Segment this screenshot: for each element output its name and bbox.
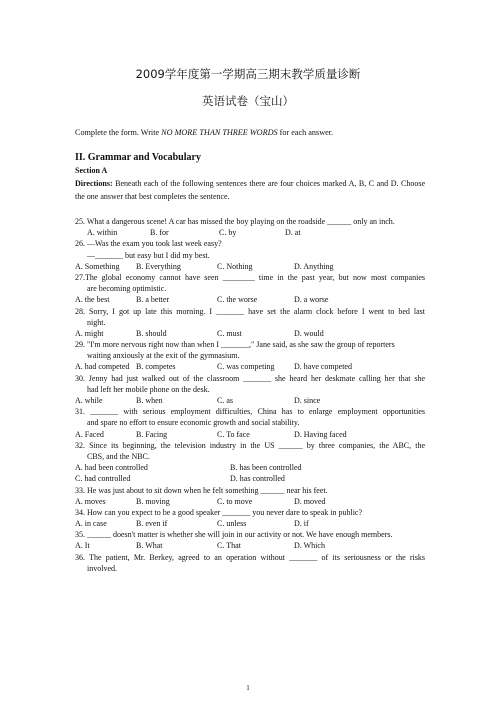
option-b: B. a better (136, 295, 170, 305)
question-options (75, 361, 425, 372)
option-a: A. might (75, 328, 104, 338)
question-stem-line: CBS, and the NBC. (87, 451, 150, 461)
question-options (75, 395, 425, 406)
page-number: 1 (246, 684, 250, 692)
option-b: B. has been controlled (230, 463, 302, 473)
option-c: C. the worse (217, 295, 258, 305)
option-b: B. should (136, 328, 167, 338)
question-options (75, 540, 425, 551)
question-stem-line: involved. (87, 563, 117, 573)
option-d: D. Anything (294, 261, 334, 271)
option-d: D. if (294, 519, 309, 529)
option-a: A. Something (75, 261, 120, 271)
option-c: C. must (217, 328, 242, 338)
option-c: C. To face (217, 429, 250, 439)
question-stem-line: had left her mobile phone on the desk. (87, 384, 210, 394)
question-stem: 32. Since its beginning, the television industry in the US ______ by three companies, the ABC, the (75, 440, 425, 450)
option-c: C. as (217, 396, 233, 405)
question-stem: 35. ______ doesn't matter is whether she will join in our activity or not. We have enough members. (75, 530, 393, 540)
question-options (75, 294, 425, 305)
question-stem: 34. How can you expect to be a good speaker _______ you never dare to speak in public? (75, 507, 363, 517)
option-a: A. moves (75, 496, 106, 506)
question-stem: 33. He was just about to sit down when he felt something ______ near his feet. (75, 485, 328, 495)
option-a: A. within (87, 228, 118, 238)
question-options (75, 473, 425, 484)
option-b: B. when (136, 396, 163, 405)
option-a: A. the best (75, 295, 110, 305)
option-b: B. moving (136, 496, 170, 506)
option-b: B. What (136, 541, 163, 551)
option-b: B. Everything (136, 261, 181, 271)
option-d: D. Having faced (294, 429, 347, 439)
question-stem: 27.The global economy cannot have seen ________ time in the past year, but now most companies (75, 272, 425, 282)
option-c: C. by (219, 228, 237, 238)
option-a: A. It (75, 541, 90, 551)
option-c: C. That (217, 541, 241, 551)
question-stem: 36. The patient, Mr. Berkey, agreed to an operation without _______ of its seriousness or the risks (75, 552, 425, 562)
question-stem: 31. _______ with serious employment difficulties, China has to enlarge employment opportunities (75, 407, 425, 417)
question-stem: 30. Jenny had just walked out of the classroom _______ she heard her deskmate calling her that she (75, 373, 425, 383)
question-stem-line: and spare no effort to ensure economic growth and social stability. (87, 418, 300, 428)
option-a: A. had competed (75, 362, 130, 372)
option-c: C. unless (217, 519, 247, 529)
question-options (75, 261, 425, 272)
question-options (75, 328, 425, 339)
question-options (75, 496, 425, 507)
option-d: D. at (285, 228, 301, 238)
option-c: C. to move (217, 496, 253, 506)
question-stem: 29. "I'm more nervous right now than when I _______," Jane said, as she saw the group of reporters (75, 340, 395, 350)
question-stem-line: —_______ but easy but I did my best. (87, 250, 210, 260)
question-stem: 26. —Was the exam you took last week easy? (75, 239, 222, 249)
question-stem: 25. What a dangerous scene! A car has missed the boy playing on the roadside ______ only an inch. (75, 217, 395, 226)
exam-title: 2009学年度第一学期高三期末教学质量诊断 (135, 67, 361, 81)
subsection-heading: Section A (75, 166, 108, 175)
option-b: B. even if (136, 519, 168, 529)
directions: Directions: Beneath each of the following sentences there are four choices marked A, B, C and D. Choose the one answer that best completes the sentence. (75, 179, 425, 201)
option-b: B. Facing (136, 429, 168, 439)
option-b: B. competes (136, 362, 176, 372)
option-d: D. Which (294, 541, 325, 551)
option-d: D. moved (294, 496, 326, 506)
option-a: A. while (75, 396, 103, 405)
option-d: D. have competed (294, 362, 352, 372)
option-d: D. a worse (294, 295, 329, 305)
option-a: A. Faced (75, 429, 104, 439)
option-d: D. since (294, 396, 321, 405)
question-options (75, 227, 425, 238)
option-c: C. Nothing (217, 261, 253, 271)
option-c: C. was competing (217, 362, 275, 372)
question-stem: 28. Sorry, I got up late this morning. I _______ have set the alarm clock before I went to bed last (75, 306, 425, 316)
question-list (75, 216, 425, 574)
form-instruction: Complete the form. Write NO MORE THAN THREE WORDS for each answer. (75, 128, 334, 137)
question-stem-line: waiting anxiously at the exit of the gymnasium. (87, 351, 240, 361)
option-c: C. had controlled (75, 474, 131, 484)
exam-subtitle: 英语试卷（宝山） (202, 94, 294, 108)
question-stem-line: are becoming optimistic. (87, 284, 167, 294)
option-d: D. has controlled (230, 474, 285, 484)
question-options (75, 429, 425, 440)
section-heading: II. Grammar and Vocabulary (75, 152, 201, 163)
option-d: D. would (294, 328, 324, 338)
option-a: A. had been controlled (75, 463, 148, 473)
question-options (75, 518, 425, 529)
question-stem-line: night. (87, 317, 106, 327)
question-options (75, 462, 425, 473)
option-b: B. for (150, 228, 169, 238)
option-a: A. in case (75, 519, 107, 529)
